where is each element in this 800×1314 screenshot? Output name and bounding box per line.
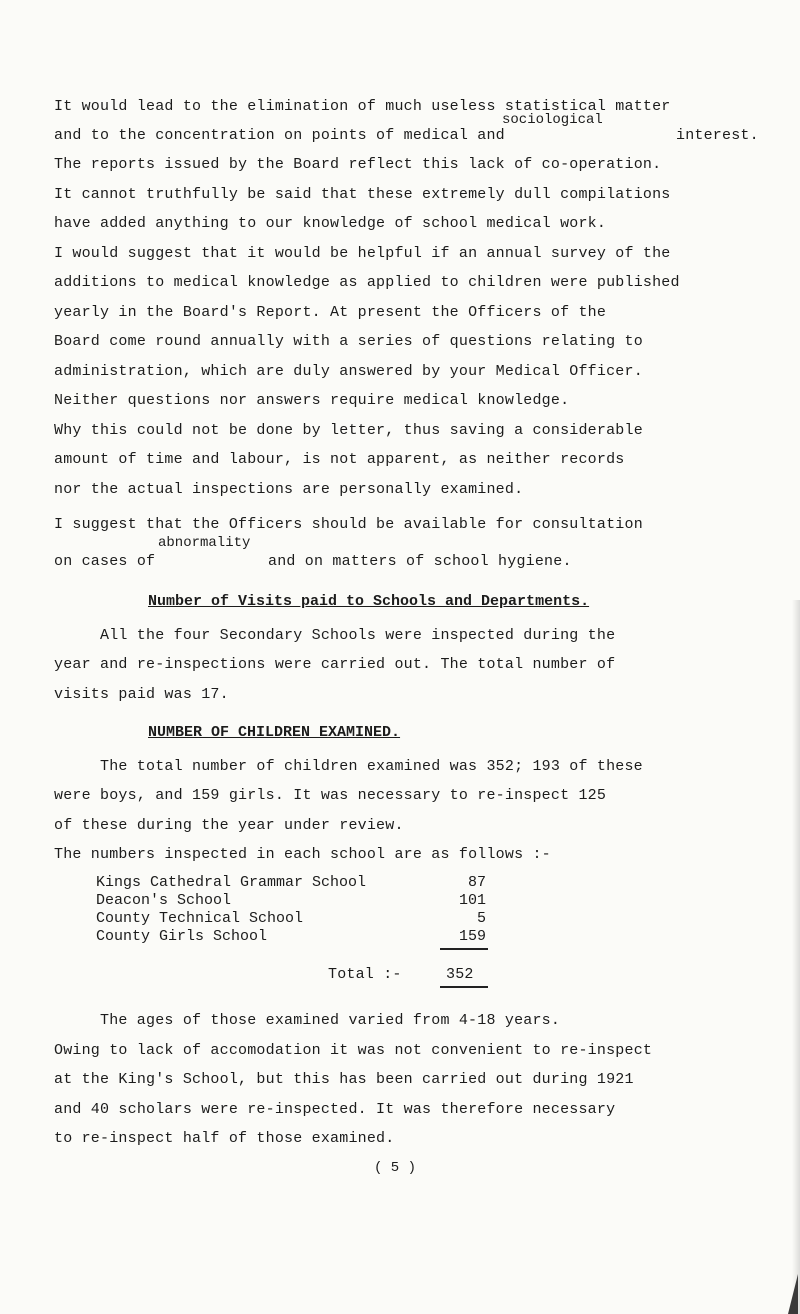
closing-line-3: at the King's School, but this has been carried out during 1921 — [54, 1071, 634, 1088]
table-row — [96, 892, 486, 910]
p2-line-2: additions to medical knowledge as applied to children were published — [54, 274, 680, 291]
school-name: County Girls School — [96, 928, 268, 945]
p1-line-1: It would lead to the elimination of much useless statistical matter — [54, 98, 671, 115]
total-label: Total :- — [328, 966, 402, 983]
p3-line-2b: and on matters of school hygiene. — [268, 553, 572, 570]
school-count: 5 — [476, 910, 486, 927]
children-line-2: were boys, and 159 girls. It was necessary to re-inspect 125 — [54, 787, 607, 804]
p2-line-3: yearly in the Board's Report. At present the Officers of the — [54, 304, 607, 321]
children-line-3: of these during the year under review. — [54, 817, 404, 834]
visits-line-1: All the four Secondary Schools were inspected during the — [100, 627, 616, 644]
page-edge-shadow — [792, 600, 800, 1314]
p1-line-3: The reports issued by the Board reflect this lack of co-operation. — [54, 156, 662, 173]
closing-line-1: The ages of those examined varied from 4-18 years. — [100, 1012, 561, 1029]
total-value: 352 — [446, 966, 474, 983]
school-name: County Technical School — [96, 910, 304, 927]
visits-line-2: year and re-inspections were carried out. The total number of — [54, 656, 616, 673]
page-number: ( 5 ) — [374, 1160, 417, 1176]
p3-line-2a: on cases of — [54, 553, 156, 570]
closing-line-4: and 40 scholars were re-inspected. It was therefore necessary — [54, 1101, 616, 1118]
school-count: 87 — [467, 874, 486, 891]
p2-line-7: Why this could not be done by letter, thus saving a considerable — [54, 422, 643, 439]
closing-line-2: Owing to lack of accomodation it was not convenient to re-inspect — [54, 1042, 653, 1059]
table-row — [96, 928, 486, 946]
p2-line-1: I would suggest that it would be helpful if an annual survey of the — [54, 245, 671, 262]
subtotal-rule — [440, 948, 488, 950]
page-corner-mark — [788, 1274, 798, 1314]
p1-line-2: and to the concentration on points of medical and — [54, 127, 505, 144]
visits-heading: Number of Visits paid to Schools and Departments. — [148, 593, 590, 610]
p1-line-2-end: interest. — [676, 127, 759, 144]
school-name: Deacon's School — [96, 892, 232, 909]
children-line-4: The numbers inspected in each school are as follows :- — [54, 846, 551, 863]
children-line-1: The total number of children examined was 352; 193 of these — [100, 758, 643, 775]
p1-insertion: sociological — [502, 112, 603, 128]
p3-insertion: abnormality — [158, 535, 251, 551]
schools-table — [96, 874, 486, 946]
school-name: Kings Cathedral Grammar School — [96, 874, 367, 891]
p2-line-5: administration, which are duly answered by your Medical Officer. — [54, 363, 643, 380]
p1-line-5: have added anything to our knowledge of school medical work. — [54, 215, 607, 232]
p2-line-6: Neither questions nor answers require medical knowledge. — [54, 392, 570, 409]
p3-line-1: I suggest that the Officers should be available for consultation — [54, 516, 643, 533]
table-row — [96, 910, 486, 928]
closing-line-5: to re-inspect half of those examined. — [54, 1130, 395, 1147]
p2-line-9: nor the actual inspections are personally examined. — [54, 481, 524, 498]
p2-line-8: amount of time and labour, is not apparent, as neither records — [54, 451, 625, 468]
p1-line-4: It cannot truthfully be said that these extremely dull compilations — [54, 186, 671, 203]
table-row — [96, 874, 486, 892]
school-count: 159 — [458, 928, 486, 945]
total-rule — [440, 986, 488, 988]
p2-line-4: Board come round annually with a series of questions relating to — [54, 333, 643, 350]
school-count: 101 — [458, 892, 486, 909]
children-heading: NUMBER OF CHILDREN EXAMINED. — [148, 724, 401, 741]
visits-line-3: visits paid was 17. — [54, 686, 229, 703]
